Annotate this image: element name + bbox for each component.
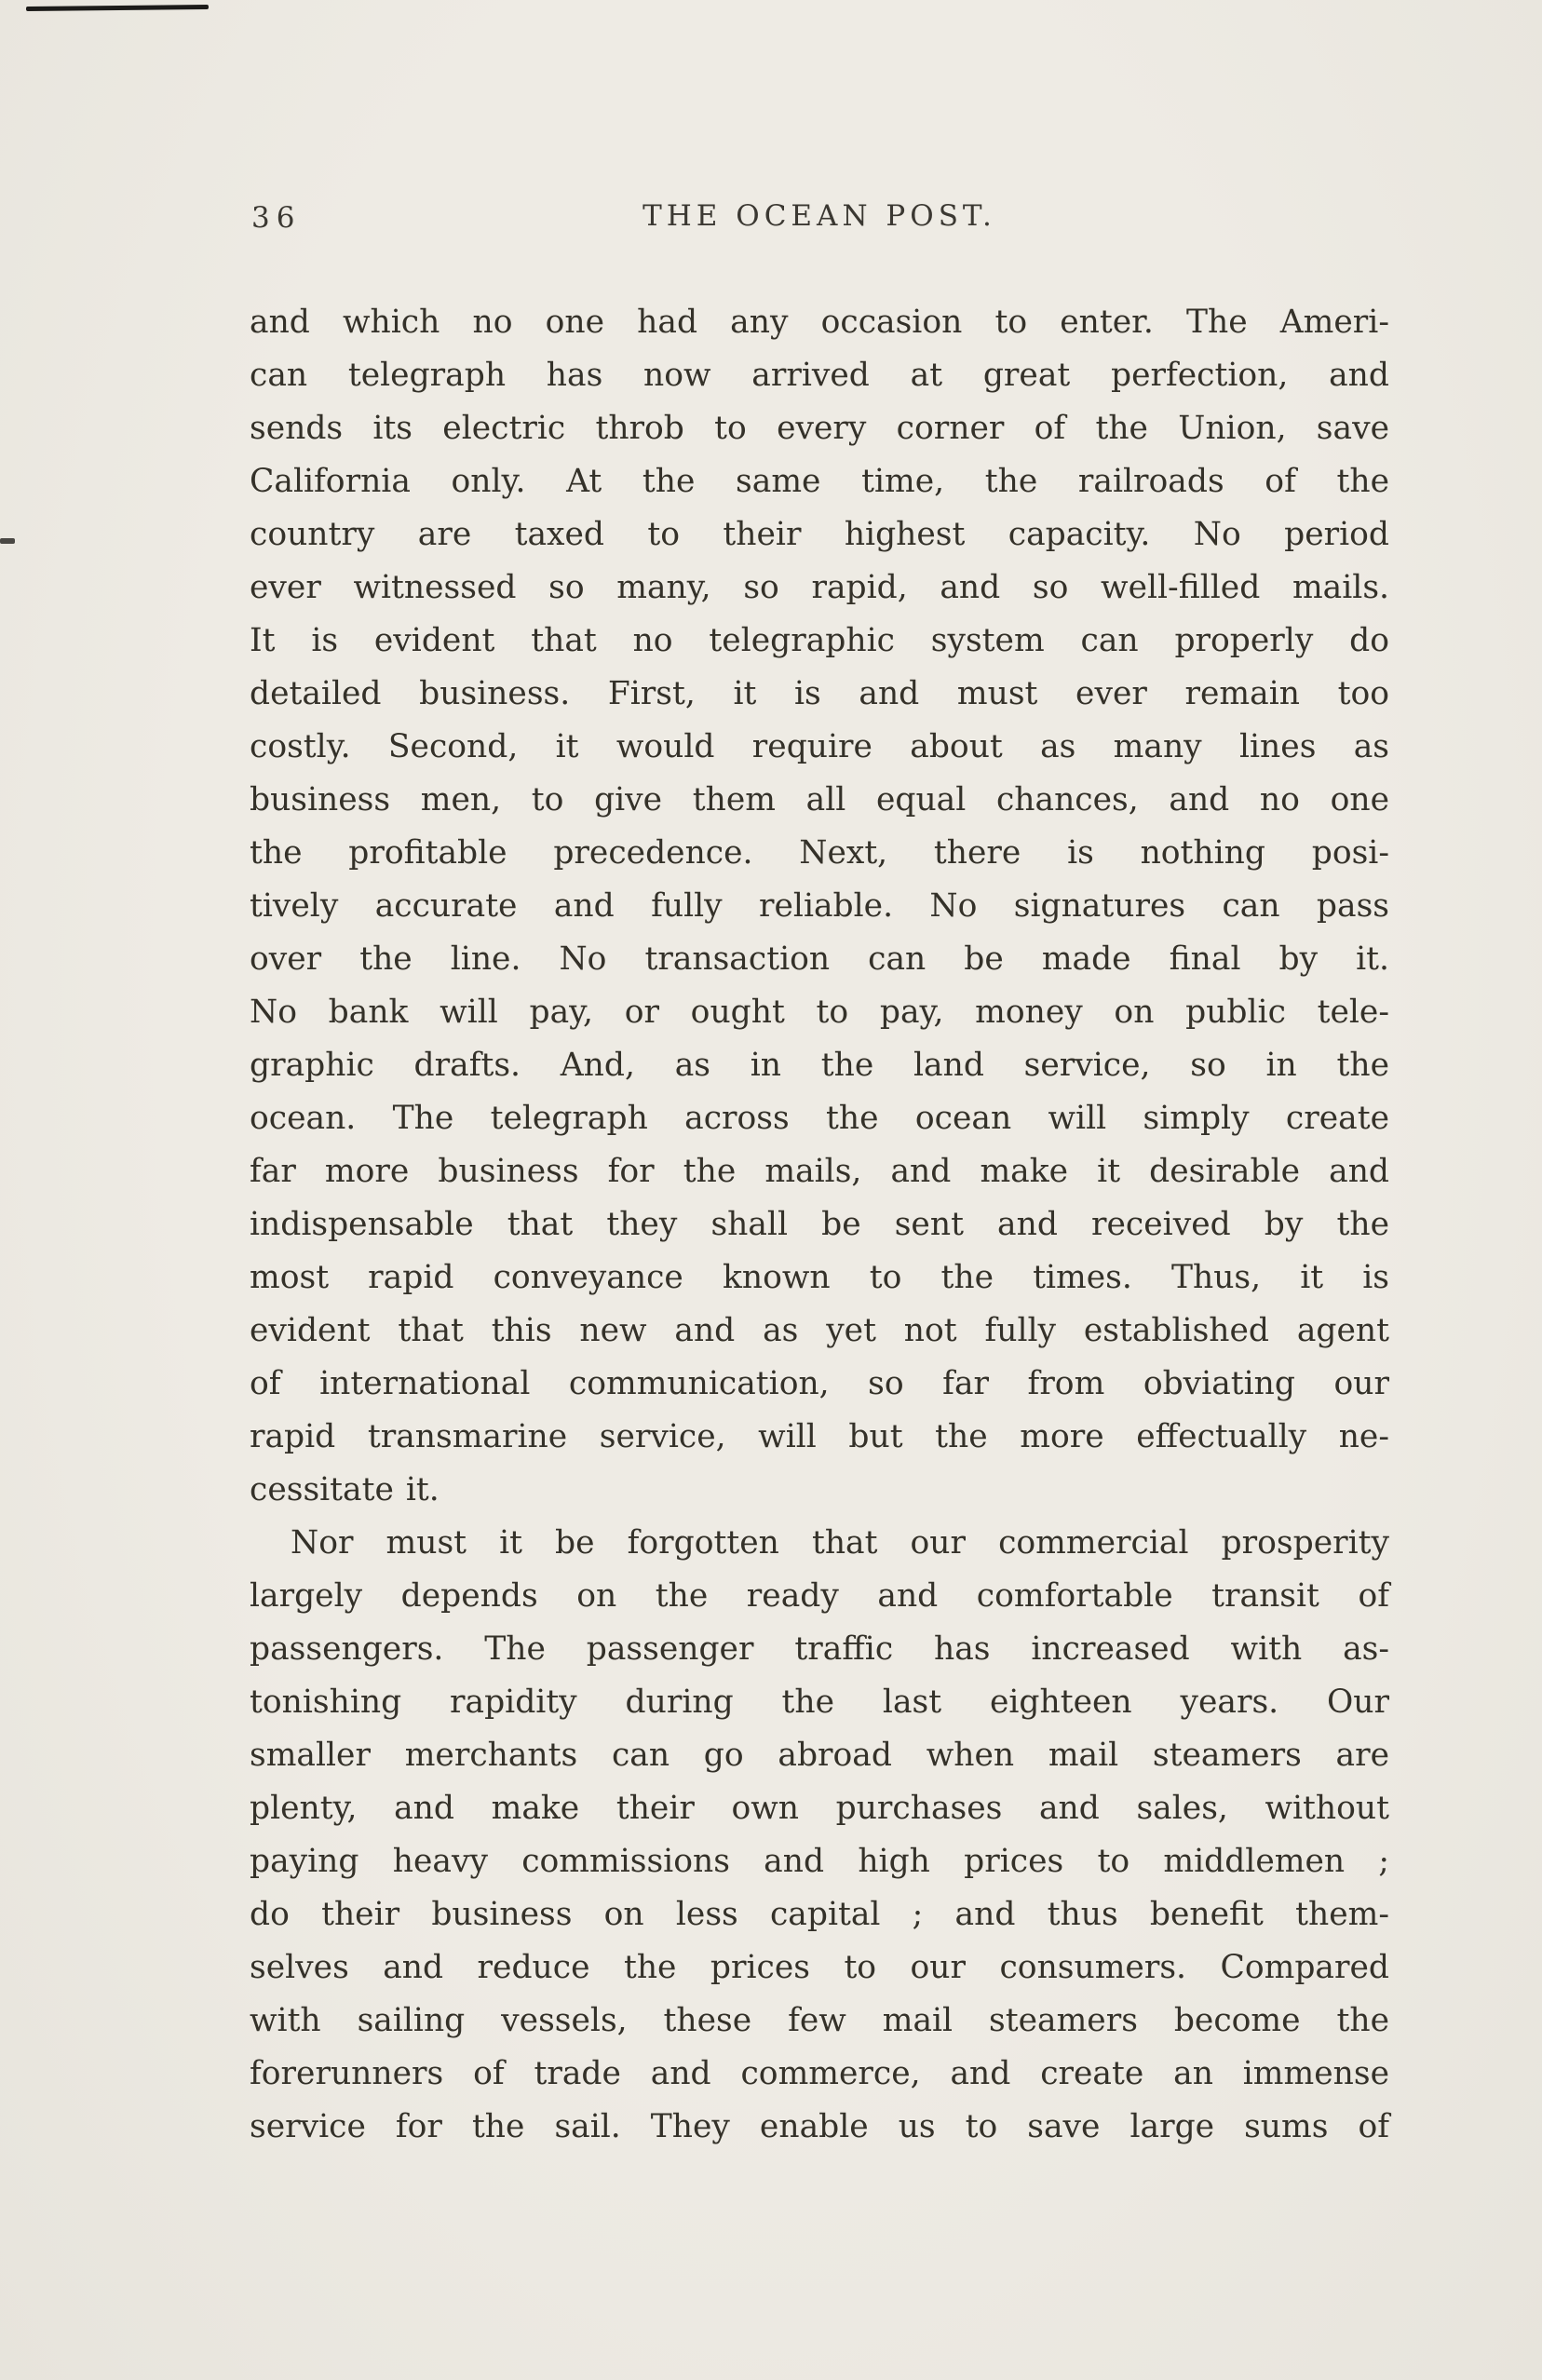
text-line: Nor must it be forgotten that our commercial prosperity	[291, 1524, 1389, 1562]
text-line: business men, to give them all equal chances, and no one	[250, 781, 1389, 818]
text-line: sends its electric throb to every corner of the Union, save	[250, 410, 1389, 447]
page-body	[250, 296, 1389, 2154]
text-line: selves and reduce the prices to our consumers. Compared	[250, 1949, 1389, 1986]
text-line: over the line. No transaction can be made final by it.	[250, 940, 1389, 978]
text-line: country are taxed to their highest capacity. No period	[250, 516, 1389, 553]
text-line: plenty, and make their own purchases and sales, without	[250, 1790, 1389, 1827]
text-line: the profitable precedence. Next, there is nothing posi-	[250, 834, 1389, 872]
text-line: graphic drafts. And, as in the land service, so in the	[250, 1047, 1389, 1084]
header-title: THE OCEAN POST.	[642, 199, 996, 233]
page-number: 36	[251, 201, 302, 235]
text-line: far more business for the mails, and make it desirable and	[250, 1153, 1389, 1190]
text-line: cessitate it.	[250, 1471, 440, 1508]
text-line: tonishing rapidity during the last eighteen years. Our	[250, 1684, 1389, 1721]
text-line: forerunners of trade and commerce, and create an immense	[250, 2055, 1389, 2092]
text-line: evident that this new and as yet not fully established agent	[250, 1312, 1389, 1349]
scan-artifact-top-line	[26, 5, 209, 11]
text-line: rapid transmarine service, will but the more effectually ne-	[250, 1418, 1389, 1455]
text-line: service for the sail. They enable us to save large sums of	[250, 2108, 1389, 2145]
text-line: most rapid conveyance known to the times. Thus, it is	[250, 1259, 1389, 1296]
text-line: largely depends on the ready and comfortable transit of	[250, 1577, 1389, 1615]
text-line: of international communication, so far from obviating our	[250, 1365, 1389, 1402]
text-line: tively accurate and fully reliable. No signatures can pass	[250, 887, 1389, 925]
text-block	[250, 197, 1389, 2154]
text-line: and which no one had any occasion to enter. The Ameri-	[250, 304, 1389, 341]
paragraph	[250, 296, 1389, 1517]
text-line: California only. At the same time, the railroads of the	[250, 463, 1389, 500]
text-line: ocean. The telegraph across the ocean will simply create	[250, 1100, 1389, 1137]
text-line: smaller merchants can go abroad when mail steamers are	[250, 1737, 1389, 1774]
text-line: It is evident that no telegraphic system can properly do	[250, 622, 1389, 659]
text-line: with sailing vessels, these few mail steamers become the	[250, 2002, 1389, 2039]
running-header	[250, 197, 1389, 242]
text-line: detailed business. First, it is and must ever remain too	[250, 675, 1389, 712]
text-line: No bank will pay, or ought to pay, money on public tele-	[250, 994, 1389, 1031]
text-line: costly. Second, it would require about as many lines as	[250, 728, 1389, 765]
text-line: indispensable that they shall be sent and received by the	[250, 1206, 1389, 1243]
text-line: can telegraph has now arrived at great perfection, and	[250, 357, 1389, 394]
scan-artifact-left-mark	[0, 538, 15, 544]
text-line: ever witnessed so many, so rapid, and so well-filled mails.	[250, 569, 1389, 606]
text-line: passengers. The passenger traffic has increased with as-	[250, 1630, 1389, 1668]
text-line: do their business on less capital ; and thus benefit them-	[250, 1896, 1389, 1933]
paragraph	[250, 1517, 1389, 2154]
text-line: paying heavy commissions and high prices to middlemen ;	[250, 1843, 1389, 1880]
